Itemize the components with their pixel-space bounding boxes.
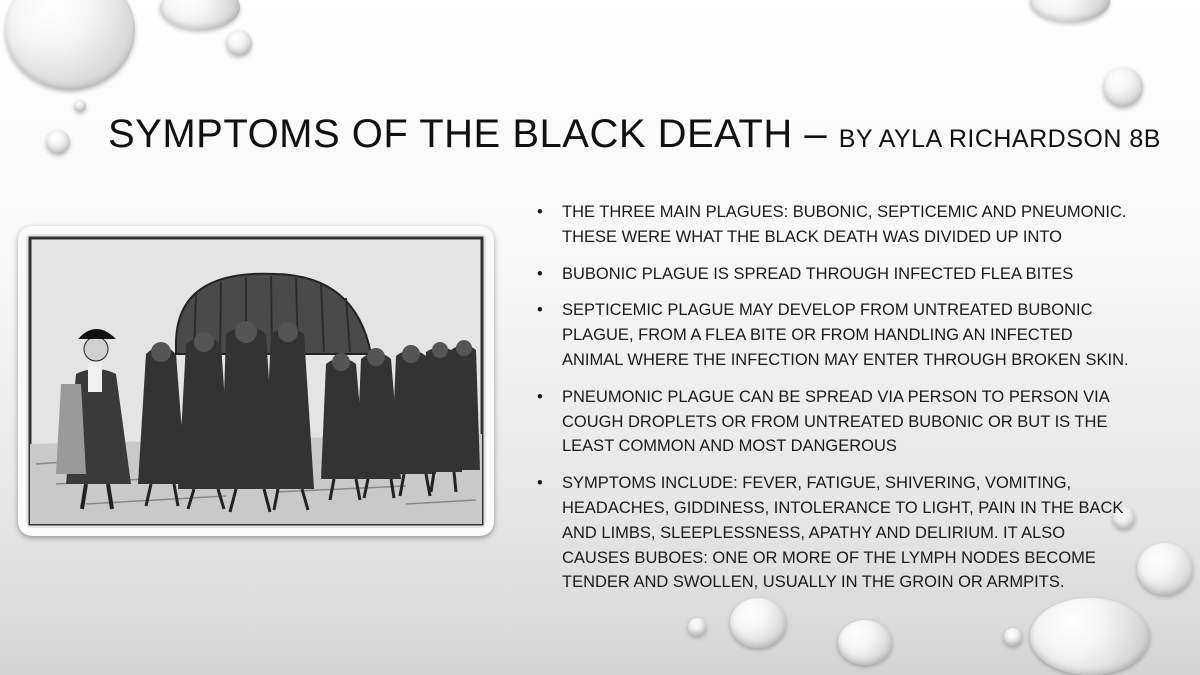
water-droplet-decoration (1004, 628, 1022, 646)
bullet-text: PNEUMONIC PLAGUE CAN BE SPREAD VIA PERSON TO PERSON VIA COUGH DROPLETS OR FROM UNTREATED BUBONIC OR BUT IS THE LEAST COMMON AND MOST DANGEROUS (562, 387, 1109, 456)
bullet-text: SYMPTOMS INCLUDE: FEVER, FATIGUE, SHIVERING, VOMITING, HEADACHES, GIDDINESS, INTOLERANCE TO LIGHT, PAIN IN THE BACK AND LIMBS, SLEEPLESSNESS, APATHY AND DELIRIUM. IT ALSO CAUSES BUBOES: ONE OR MORE OF THE LYMPH NODES BECOME TENDER AND SWOLLEN, USUALLY IN THE GROIN OR ARMPITS. (562, 474, 1124, 592)
bullet-text: BUBONIC PLAGUE IS SPREAD THROUGH INFECTED FLEA BITES (562, 264, 1074, 283)
water-droplet-decoration (1137, 543, 1193, 595)
water-droplet-decoration (688, 618, 706, 636)
list-item (537, 262, 1137, 287)
list-item (537, 200, 1137, 250)
list-item (537, 471, 1137, 595)
bullet-icon: • (537, 203, 543, 221)
water-droplet-decoration (5, 0, 135, 90)
bullet-icon: • (537, 264, 543, 283)
bullet-text: SEPTICEMIC PLAGUE MAY DEVELOP FROM UNTREATED BUBONIC PLAGUE, FROM A FLEA BITE OR FROM HANDLING AN INFECTED ANIMAL WHERE THE INFECTION MAY ENTER THROUGH BROKEN SKIN. (562, 301, 1129, 369)
list-item (537, 385, 1137, 459)
title-main: SYMPTOMS OF THE BLACK DEATH – (108, 112, 828, 156)
water-droplet-decoration (1030, 0, 1110, 22)
list-item (537, 298, 1137, 372)
water-droplet-decoration (160, 0, 240, 30)
water-droplet-decoration (46, 130, 70, 154)
water-droplet-decoration (226, 30, 252, 56)
water-droplet-decoration (74, 100, 86, 112)
symptoms-bullet-list (537, 200, 1137, 607)
water-droplet-decoration (1103, 67, 1143, 107)
slide-title (108, 112, 1168, 157)
water-droplet-decoration (838, 620, 892, 665)
title-author: BY AYLA RICHARDSON 8B (838, 125, 1161, 153)
plague-procession-illustration (26, 234, 486, 528)
bullet-icon: • (537, 301, 543, 320)
bullet-icon: • (537, 387, 543, 406)
illustration-frame (18, 226, 494, 536)
bullet-icon: • (537, 474, 543, 493)
water-droplet-decoration (1030, 598, 1150, 675)
bullet-text: THE THREE MAIN PLAGUES: BUBONIC, SEPTICEMIC AND PNEUMONIC. THESE WERE WHAT THE BLACK DEATH WAS DIVIDED UP INTO (562, 203, 1127, 246)
